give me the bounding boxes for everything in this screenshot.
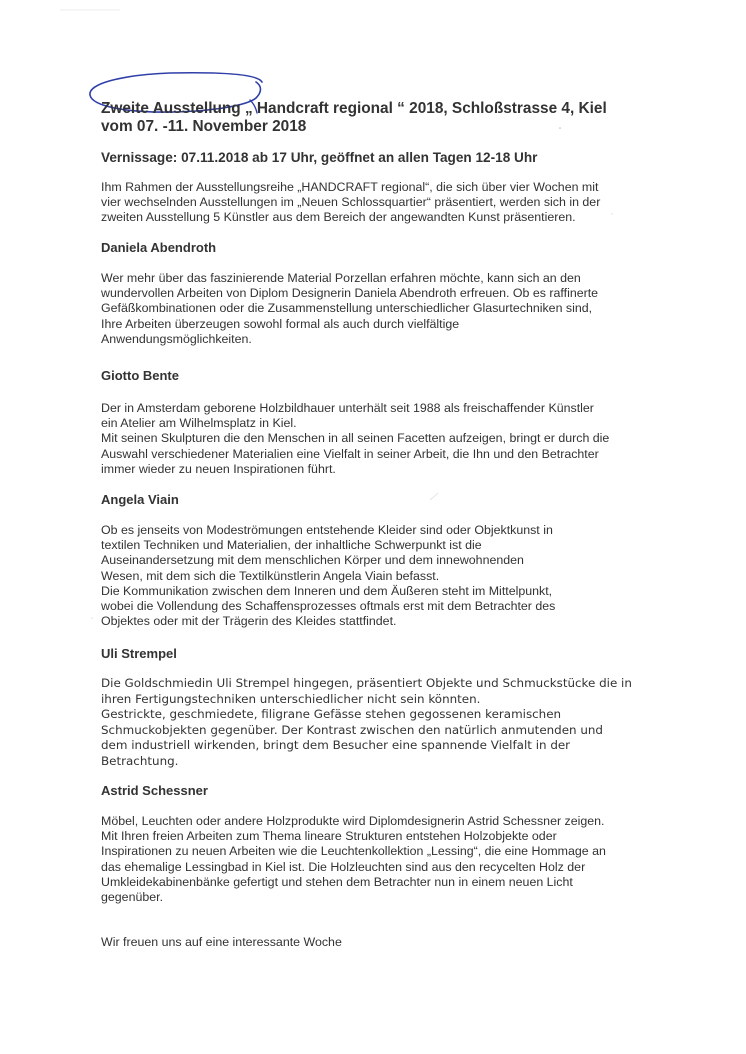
text-line: Ihre Arbeiten überzeugen sowohl formal als auch durch vielfältige [101,316,460,331]
text-line: Auseinandersetzung mit dem menschlichen Körper und dem innewohnenden [101,553,524,568]
exhibition-heading [101,100,661,136]
artist-name-abendroth: Daniela Abendroth [101,240,217,255]
text-line: Objektes oder mit der Trägerin des Kleides stattfindet. [101,614,397,629]
text-line: das ehemalige Lessingbad in Kiel ist. Die Holzleuchten sind aus den recycelten Holz der [101,859,586,874]
text-line: ihren Fertigungstechniken unterschiedlicher nicht sein könnten. [101,691,481,706]
heading-line-2: vom 07. -11. November 2018 [101,118,307,135]
text-line: Gefäßkombinationen oder die Zusammenstellung unterschiedlicher Glasurtechniken sind, [101,301,593,316]
artist-name-strempel: Uli Strempel [101,646,177,661]
intro-line: vier wechselnden Ausstellungen im „Neuen Schlossquartier“ präsentiert, werden sich in der [101,195,601,210]
text-line: dem industriell wirkenden, bringt dem Besucher eine spannende Vielfalt in der [101,738,571,753]
artist-name-schessner: Astrid Schessner [101,783,208,798]
text-line: Mit Ihren freien Arbeiten zum Thema lineare Strukturen entstehen Holzobjekte oder [101,829,557,844]
text-line: ein Atelier am Wilhelmsplatz in Kiel. [101,416,297,431]
artist-text-schessner [101,814,661,905]
pen-circle-annotation [0,0,746,160]
text-line: Mit seinen Skulpturen die den Menschen in all seinen Facetten aufzeigen, bringt er durch die [101,431,610,446]
intro-paragraph [101,180,661,226]
intro-line: zweiten Ausstellung 5 Künstler aus dem Bereich der angewandten Kunst präsentieren. [101,210,576,225]
text-line: Betrachtung. [101,753,179,768]
text-line: Die Goldschmiedin Uli Strempel hingegen, präsentiert Objekte und Schmuckstücke die in [101,676,632,690]
text-line: Auswahl verschiedener Materialien eine Vielfalt in seiner Arbeit, die Ihn und den Betrachter [101,446,599,461]
text-line: Wer mehr über das faszinierende Material Porzellan erfahren möchte, kann sich an den [101,271,581,285]
text-line: Gestrickte, geschmiedete, filigrane Gefässe stehen gegossenen keramischen [101,707,562,722]
text-line: textilen Techniken und Materialien, der inhaltliche Schwerpunkt ist die [101,538,482,553]
closing-line: Wir freuen uns auf eine interessante Woche [101,935,342,949]
artist-text-strempel [101,676,661,770]
text-line: Möbel, Leuchten oder andere Holzprodukte wird Diplomdesignerin Astrid Schessner zeigen. [101,814,605,828]
intro-line: Ihm Rahmen der Ausstellungsreihe „HANDCRAFT regional“, die sich über vier Wochen mit [101,180,599,194]
text-line: Umkleidekabinenbänke gefertigt und stehen dem Betrachter nun in einem neuen Licht [101,874,573,889]
heading-line-1: Zweite Ausstellung „ Handcraft regional “ 2018, Schloßstrasse 4, Kiel [101,100,607,117]
artist-text-viain [101,523,661,629]
artist-name-bente: Giotto Bente [101,368,179,383]
text-line: Wesen, mit dem sich die Textilkünstlerin Angela Viain befasst. [101,568,440,583]
text-line: gegenüber. [101,890,164,905]
text-line: Ob es jenseits von Modeströmungen entstehende Kleider sind oder Objektkunst in [101,523,553,537]
text-line: Der in Amsterdam geborene Holzbildhauer unterhält seit 1988 als freischaffender Künstler [101,401,594,415]
artist-text-bente [101,401,661,477]
text-line: Schmuckobjekten gegenüber. Der Kontrast zwischen den natürlich anmutenden und [101,722,603,737]
artist-name-viain: Angela Viain [101,492,179,507]
vernissage-line: Vernissage: 07.11.2018 ab 17 Uhr, geöffnet an allen Tagen 12-18 Uhr [101,150,538,165]
text-line: wundervollen Arbeiten von Diplom Designerin Daniela Abendroth erfreuen. Ob es raffinerte [101,286,599,301]
artist-text-abendroth [101,271,661,347]
text-line: Die Kommunikation zwischen dem Inneren und dem Äußeren steht im Mittelpunkt, [101,583,553,598]
text-line: Anwendungsmöglichkeiten. [101,331,252,346]
text-line: wobei die Vollendung des Schaffensprozesses oftmals erst mit dem Betrachter des [101,599,556,614]
text-line: Inspirationen zu neuen Arbeiten wie die Leuchtenkollektion „Lessing“, die eine Hommage an [101,844,606,859]
text-line: immer wieder zu neuen Inspirationen führt. [101,461,336,476]
